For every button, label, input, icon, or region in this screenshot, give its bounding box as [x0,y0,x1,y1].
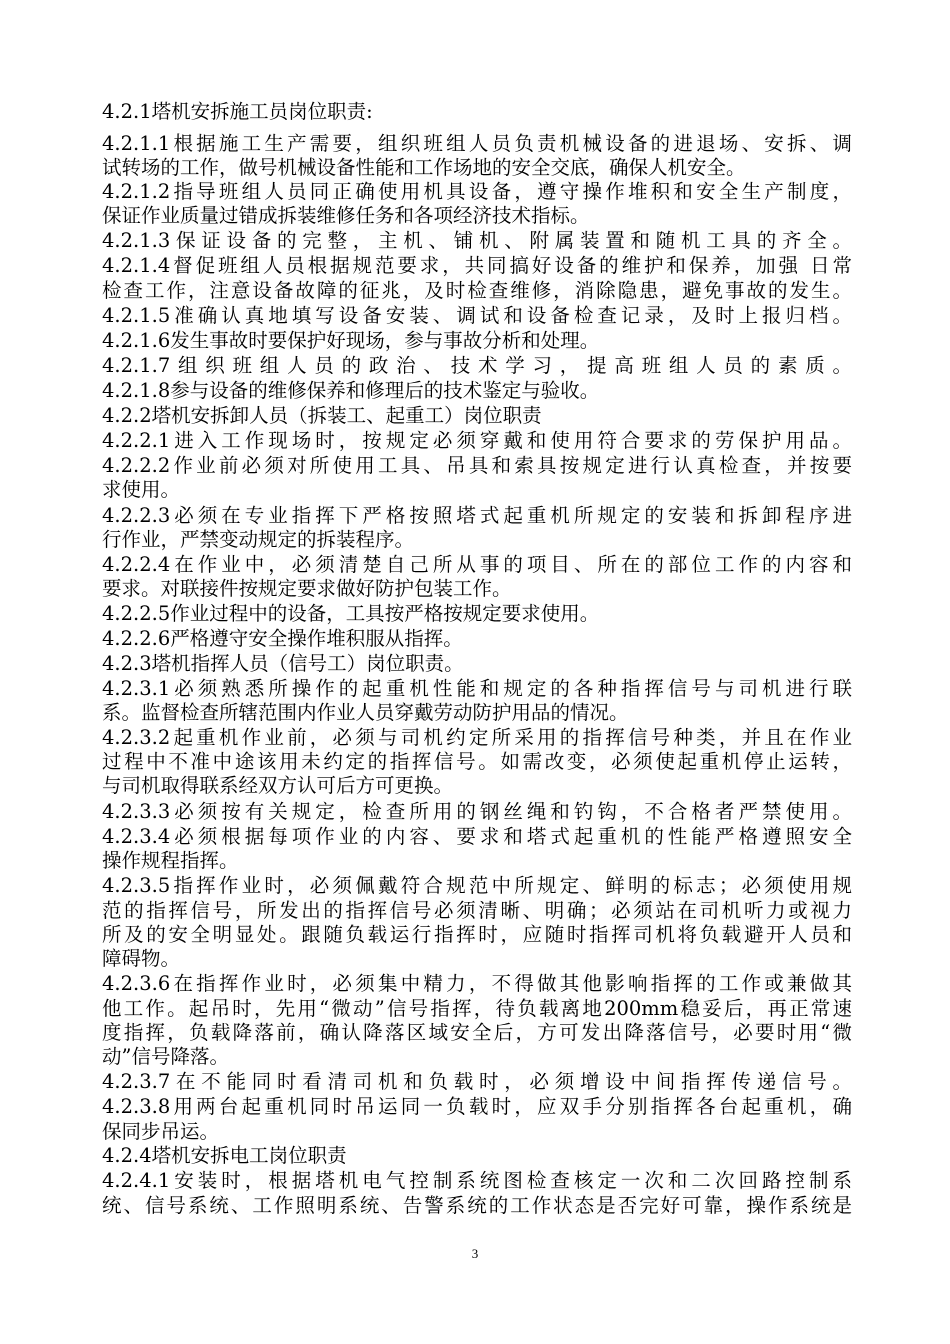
text-line: 保证作业质量过错成拆装维修任务和各项经济技术指标。 [102,204,590,227]
text-line: 他工作。起吊时，先用“微动”信号指挥，待负载离地200mm稳妥后，再正常速 [102,997,852,1020]
text-line: 4.2.2.5作业过程中的设备，工具按严格按规定要求使用。 [102,602,600,625]
text-line: 4.2.3.1必须熟悉所操作的起重机性能和规定的各种指挥信号与司机进行联 [102,677,852,700]
text-line: 4.2.2.4在作业中，必须清楚自己所从事的项目、所在的部位工作的内容和 [102,553,852,576]
text-line: 操作规程指挥。 [102,849,239,872]
text-line: 4.2.2.3必须在专业指挥下严格按照塔式起重机所规定的安装和拆卸程序进 [102,504,852,527]
text-line: 4.2.1.1根据施工生产需要，组织班组人员负责机械设备的进退场、安拆、调 [102,132,852,155]
text-line: 4.2.3塔机指挥人员（信号工）岗位职责。 [102,652,464,675]
text-line: 4.2.1.5准确认真地填写设备安装、调试和设备检查记录，及时上报归档。 [102,304,852,327]
text-line: 范的指挥信号，所发出的指挥信号必须清晰、明确；必须站在司机听力或视力 [102,899,852,922]
text-line [102,1218,852,1242]
text-line: 4.2.3.3必须按有关规定，检查所用的钢丝绳和钓钩，不合格者严禁使用。 [102,800,852,823]
text-line: 4.2.3.6在指挥作业时，必须集中精力，不得做其他影响指挥的工作或兼做其 [102,972,852,995]
text-line: 系。监督检查所辖范围内作业人员穿戴劳动防护用品的情况。 [102,701,629,724]
text-line: 4.2.1.4督促班组人员根据规范要求，共同搞好设备的维护和保养，加强 日常 [102,254,852,277]
text-line: 动”信号降落。 [102,1045,229,1068]
text-line: 4.2.3.8用两台起重机同时吊运同一负载时，应双手分别指挥各台起重机，确 [102,1095,852,1118]
page-number: 3 [471,1246,479,1261]
text-line: 4.2.2.1进入工作现场时，按规定必须穿戴和使用符合要求的劳保护用品。 [102,429,852,452]
text-line: 4.2.2.2作业前必须对所使用工具、吊具和索具按规定进行认真检查，并按要 [102,454,852,477]
text-line: 要求。对联接件按规定要求做好防护包装工作。 [102,577,512,600]
text-line: 求使用。 [102,478,181,501]
text-line: 与司机取得联系经双方认可后方可更换。 [102,774,454,797]
text-line: 4.2.4塔机安拆电工岗位职责 [102,1144,347,1167]
text-line: 行作业，严禁变动规定的拆装程序。 [102,528,415,551]
text-line: 4.2.1.3保证设备的完整，主机、铺机、附属装置和随机工具的齐全。 [102,229,852,252]
text-line: 4.2.1塔机安拆施工员岗位职责: [102,100,373,123]
text-line: 度指挥，负载降落前，确认降落区域安全后，方可发出降落信号，必要时用“微 [102,1021,852,1044]
text-line: 4.2.1.6发生事故时要保护好现场，参与事故分析和处理。 [102,329,600,352]
text-line: 试转场的工作，做号机械设备性能和工作场地的安全交底，确保人机安全。 [102,156,746,179]
text-line: 4.2.3.5指挥作业时，必须佩戴符合规范中所规定、鲜明的标志；必须使用规 [102,874,852,897]
text-line: 检查工作，注意设备故障的征兆，及时检查维修，消除隐患，避免事故的发生。 [102,279,852,302]
text-line: 4.2.1.2指导班组人员同正确使用机具设备，遵守操作堆积和安全生产制度， [102,180,852,203]
text-line: 障碍物。 [102,947,181,970]
text-line: 统、信号系统、工作照明系统、告警系统的工作状态是否完好可靠，操作系统是 [102,1194,852,1217]
text-line: 所及的安全明显处。跟随负载运行指挥时，应随时指挥司机将负载避开人员和 [102,923,852,946]
text-line: 4.2.2塔机安拆卸人员（拆装工、起重工）岗位职责 [102,404,542,427]
text-line: 4.2.1.8参与设备的维修保养和修理后的技术鉴定与验收。 [102,379,600,402]
text-line: 4.2.3.2起重机作业前，必须与司机约定所采用的指挥信号种类，并且在作业 [102,726,852,749]
text-line: 4.2.2.6严格遵守安全操作堆积服从指挥。 [102,627,463,650]
text-line: 4.2.3.7在不能同时看清司机和负载时，必须增设中间指挥传递信号。 [102,1070,852,1093]
text-line: 4.2.4.1安装时，根据塔机电气控制系统图检查核定一次和二次回路控制系 [102,1169,852,1192]
text-line: 4.2.3.4必须根据每项作业的内容、要求和塔式起重机的性能严格遵照安全 [102,825,852,848]
text-line: 保同步吊运。 [102,1120,220,1143]
text-line: 过程中不准中途该用未约定的指挥信号。如需改变，必须使起重机停止运转， [102,750,852,773]
text-line: 4.2.1.7组织班组人员的政治、技术学习，提高班组人员的素质。 [102,354,852,377]
